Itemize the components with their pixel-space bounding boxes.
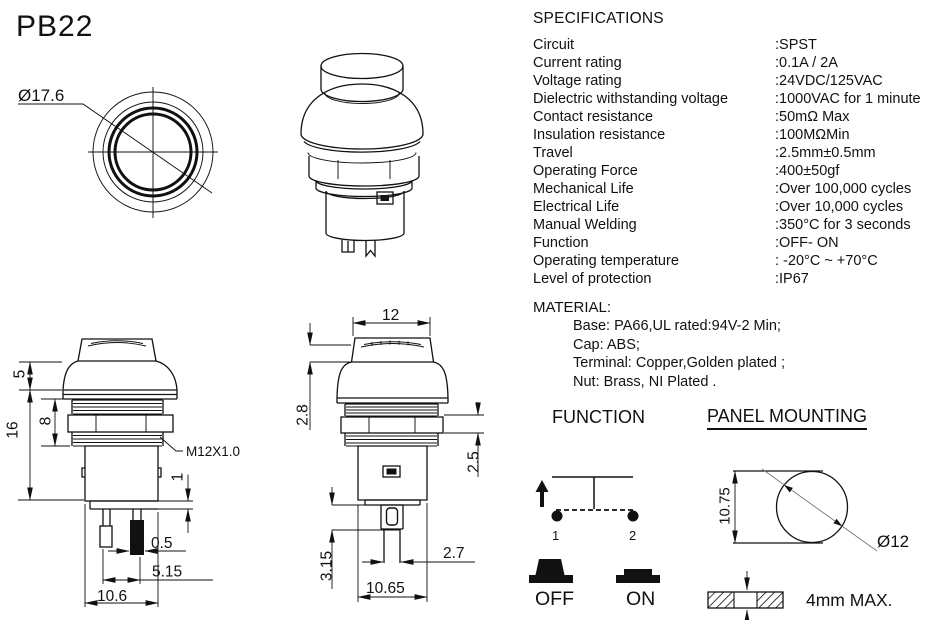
dim-body-width-side-label: 10.65 (366, 580, 405, 597)
spec-row: Manual Welding :350°C for 3 seconds (533, 217, 911, 233)
spec-row: Travel :2.5mm±0.5mm (533, 145, 876, 161)
terminal-1-label: 1 (552, 528, 560, 543)
spec-row: Contact resistance :50mΩ Max (533, 109, 850, 125)
spec-row: Insulation resistance :100MΩMin (533, 127, 850, 143)
spec-row: Level of protection :IP67 (533, 271, 809, 287)
body-front (82, 446, 161, 501)
top-view-drawing (18, 86, 218, 218)
material-line: Nut: Brass, NI Plated . (573, 373, 717, 390)
hex-nut-side (341, 417, 443, 433)
mounting-hole-circle (777, 472, 848, 543)
spec-row: Mechanical Life :Over 100,000 cycles (533, 181, 912, 197)
solder-pin-front (130, 520, 144, 555)
spec-row: Operating Force :400±50gf (533, 163, 840, 179)
spec-row: Operating temperature : -20°C ~ +70°C (533, 253, 878, 269)
dim-cap-width-label: 12 (382, 307, 400, 324)
terminal-iso-right (366, 240, 375, 256)
actuation-arrow-head (536, 480, 549, 492)
spec-row: Current rating :0.1A / 2A (533, 55, 838, 71)
dim-cap-height-label: 5 (11, 369, 29, 379)
front-view-drawing (4, 339, 240, 607)
terminal-iso-left (342, 240, 354, 252)
isometric-view-drawing (301, 54, 423, 257)
material-heading: MATERIAL: (533, 299, 612, 316)
page-title: PB22 (16, 10, 94, 43)
hex-nut-front (68, 415, 173, 432)
hole-diameter-label: Ø12 (877, 532, 910, 551)
dim-thread-length-label: 8 (37, 416, 55, 426)
material-line: Terminal: Copper,Golden plated ; (573, 355, 785, 372)
panel-thickness-label: 4mm MAX. (806, 590, 893, 610)
material-line: Base: PA66,UL rated:94V-2 Min; (573, 318, 781, 334)
dim-overall-height-label: 16 (4, 421, 22, 439)
contact-dot-2 (628, 511, 639, 522)
dim-cap-depth-label: 2.8 (294, 404, 312, 426)
specifications-heading: SPECIFICATIONS (533, 10, 664, 27)
function-heading: FUNCTION (552, 407, 645, 427)
side-view-drawing (294, 307, 484, 602)
panel-mounting-drawing (708, 469, 909, 620)
button-released-symbol (536, 559, 565, 575)
spec-row: Circuit :SPST (533, 37, 817, 53)
terminal-2-label: 2 (629, 528, 637, 543)
dim-pin-width-label: 0.5 (151, 535, 173, 552)
spec-row: Electrical Life :Over 10,000 cycles (533, 199, 904, 215)
spec-row: Dielectric withstanding voltage :1000VAC for 1 minute (533, 91, 921, 107)
spec-row: Voltage rating :24VDC/125VAC (533, 73, 883, 89)
dim-terminal-label: 3.15 (318, 550, 336, 582)
dim-flange-label: 1 (169, 472, 187, 482)
diameter-callout-line (762, 469, 877, 551)
contact-dot-1 (552, 511, 563, 522)
body-iso (326, 191, 404, 241)
material-line: Cap: ABS; (573, 336, 640, 353)
specifications-section (533, 10, 943, 288)
off-label: OFF (535, 588, 574, 610)
panel-section-hatch-right (757, 592, 783, 608)
hole-height-label: 10.75 (716, 487, 734, 525)
dim-pin-label: 2.7 (443, 545, 465, 562)
on-label: ON (626, 588, 656, 610)
thread-spec-label: M12X1.0 (186, 444, 241, 459)
specifications-table (533, 36, 943, 288)
dim-body-width-label: 10.6 (97, 588, 128, 605)
button-pressed-symbol (624, 569, 652, 576)
panel-section-hatch-left (708, 592, 734, 608)
cap-diameter-label: Ø17.6 (18, 86, 65, 105)
dim-pin-spacing-label: 5.15 (152, 563, 183, 581)
dim-nut-height-label: 2.5 (465, 451, 483, 473)
function-diagram (529, 477, 660, 610)
panel-mounting-heading: PANEL MOUNTING (707, 406, 867, 430)
spec-row: Function :OFF- ON (533, 235, 839, 251)
material-section (533, 298, 943, 391)
